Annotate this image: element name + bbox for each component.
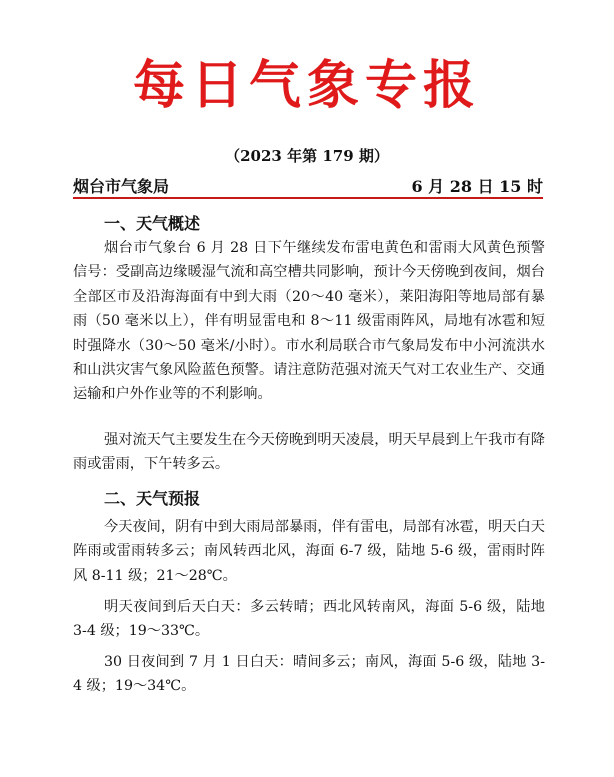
- agency-name: 烟台市气象局: [73, 177, 170, 196]
- overview-paragraph-2: 强对流天气主要发生在今天傍晚到明天凌晨，明天早晨到上午我市有降雨或雷雨，下午转多云。: [73, 432, 545, 473]
- forecast-paragraph-2: 明天夜间到后天白天：多云转晴；西北风转南风，海面 5-6 级，陆地 3-4 级；19～33℃。: [73, 599, 545, 640]
- issue-datetime: 6 月 28 日 15 时: [411, 177, 543, 196]
- header-divider: [73, 197, 543, 199]
- forecast-paragraph-3: 30 日夜间到 7 月 1 日白天：晴间多云；南风，海面 5-6 级，陆地 3-4 级；19～34℃。: [73, 654, 545, 695]
- section-heading-forecast: 二、天气预报: [104, 489, 201, 508]
- report-title: 每日气象专报: [132, 56, 481, 116]
- overview-paragraph-1: 烟台市气象台 6 月 28 日下午继续发布雷电黄色和雷雨大风黄色预警信号：受副高边缘暖湿气流和高空槽共同影响，预计今天傍晚到夜间，烟台全部区市及沿海海面有中到大雨（20～40 毫米），莱阳海阳等地局部有暴雨（50 毫米以上），伴有明显雷电和 8～11 级雷雨阵风，局地有冰雹和短时强降水（30～50 毫米/小时）。市水利局联合市气象局发布中小河流洪水和山洪灾害气象风险蓝色预警。请注意防范强对流天气对工农业生产、交通运输和户外作业等的不利影响。: [73, 240, 545, 403]
- issue-number: （2023 年第 179 期）: [225, 147, 389, 165]
- forecast-paragraph-1: 今天夜间，阴有中到大雨局部暴雨，伴有雷电，局部有冰雹，明天白天阵雨或雷雨转多云；南风转西北风，海面 6-7 级，陆地 5-6 级，雷雨时阵风 8-11 级；21～28℃。: [73, 519, 545, 584]
- report-header: [73, 174, 543, 197]
- section-heading-overview: 一、天气概述: [104, 214, 201, 233]
